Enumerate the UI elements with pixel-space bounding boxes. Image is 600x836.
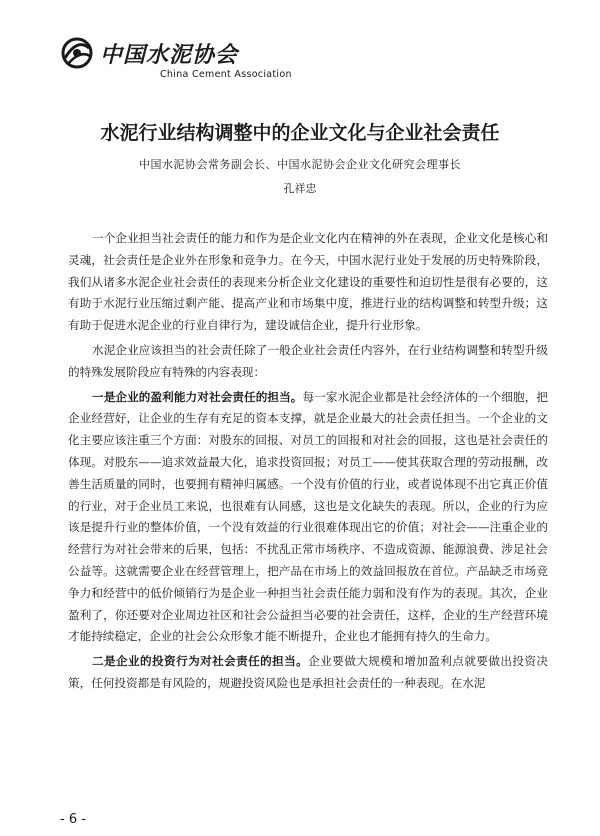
paragraph-text: 每一家水泥企业都是社会经济体的一个细胞，把企业经营好，让企业的生存有充足的资本支撑，就是企业最大的社会责任担当。一个企业的文化主要应该注重三个方面：对股东的回报、对员工的回报和对社会的回报，这也是社会责任的体现。对股东——追求效益最大化，追求投资回报；对员工——使其获取合理的劳动报酬，改善生活质量的同时，也要拥有精神归属感。一个没有价值的行业，或者说体现不出它真正价值的行业，对于企业员工来说，也很难有认同感，这也是文化缺失的表现。所以，企业的行为应该是提升行业的整体价值，一个没有效益的行业很难体现出它的价值；对社会——注重企业的经营行为对社会带来的后果，包括：不扰乱正常市场秩序、不造成资源、能源浪费、涉足社会公益等。这就需要企业在经营管理上，把产品在市场上的效益回报放在首位。产品缺乏市场竞争力和经营中的低价倾销行为是企业一种担当社会责任能力弱和没有作为的表现。其次，企业盈利了，你还要对企业周边社区和社会公益担当必要的社会责任，这样，企业的生产经营环境才能持续稳定，企业的社会公众形象才能不断提升，企业也才能拥有持久的生命力。 [68,389,548,644]
author-affiliation: 中国水泥协会常务副会长、中国水泥协会企业文化研究会理事长 [139,158,461,171]
swirl-logo-icon [60,36,94,70]
page-number: - 6 - [60,812,86,827]
paragraph [68,387,548,649]
paragraph [68,651,548,695]
paragraph [68,228,548,337]
article-title: 水泥行业结构调整中的企业文化与企业社会责任 [100,122,500,144]
paragraph-text: 企业要做大规模和增加盈利点就要做出投资决策，任何投资都是有风险的，规避投资风险也是承担社会责任的一种表现。在水泥 [68,654,548,690]
author-name: 孔祥忠 [283,182,317,195]
paragraph-text: 一个企业担当社会责任的能力和作为是企业文化内在精神的外在表现，企业文化是核心和灵魂，社会责任是企业外在形象和竞争力。在今天，中国水泥行业处于发展的历史特殊阶段，我们从诸多水泥企业社会责任的表现来分析企业文化建设的重要性和迫切性是很有必要的，这有助于水泥行业压缩过剩产能、提高产业和市场集中度，推进行业的结构调整和转型升级；这有助于促进水泥企业的行业自律行为，建设诚信企业，提升行业形象。 [68,231,548,333]
header [60,36,360,86]
paragraph-text: 水泥企业应该担当的社会责任除了一般企业社会责任内容外，在行业结构调整和转型升级的特殊发展阶段应有特殊的内容表现： [68,342,548,379]
paragraph-lead: 一是企业的盈利能力对社会责任的担当。 [92,389,303,404]
article-body [68,228,548,698]
paragraph-lead: 二是企业的投资行为对社会责任的担当。 [92,654,309,669]
paragraph [68,340,548,384]
logo-english-name: China Cement Association [160,69,292,80]
logo-chinese-name: 中国水泥协会 [100,42,239,68]
